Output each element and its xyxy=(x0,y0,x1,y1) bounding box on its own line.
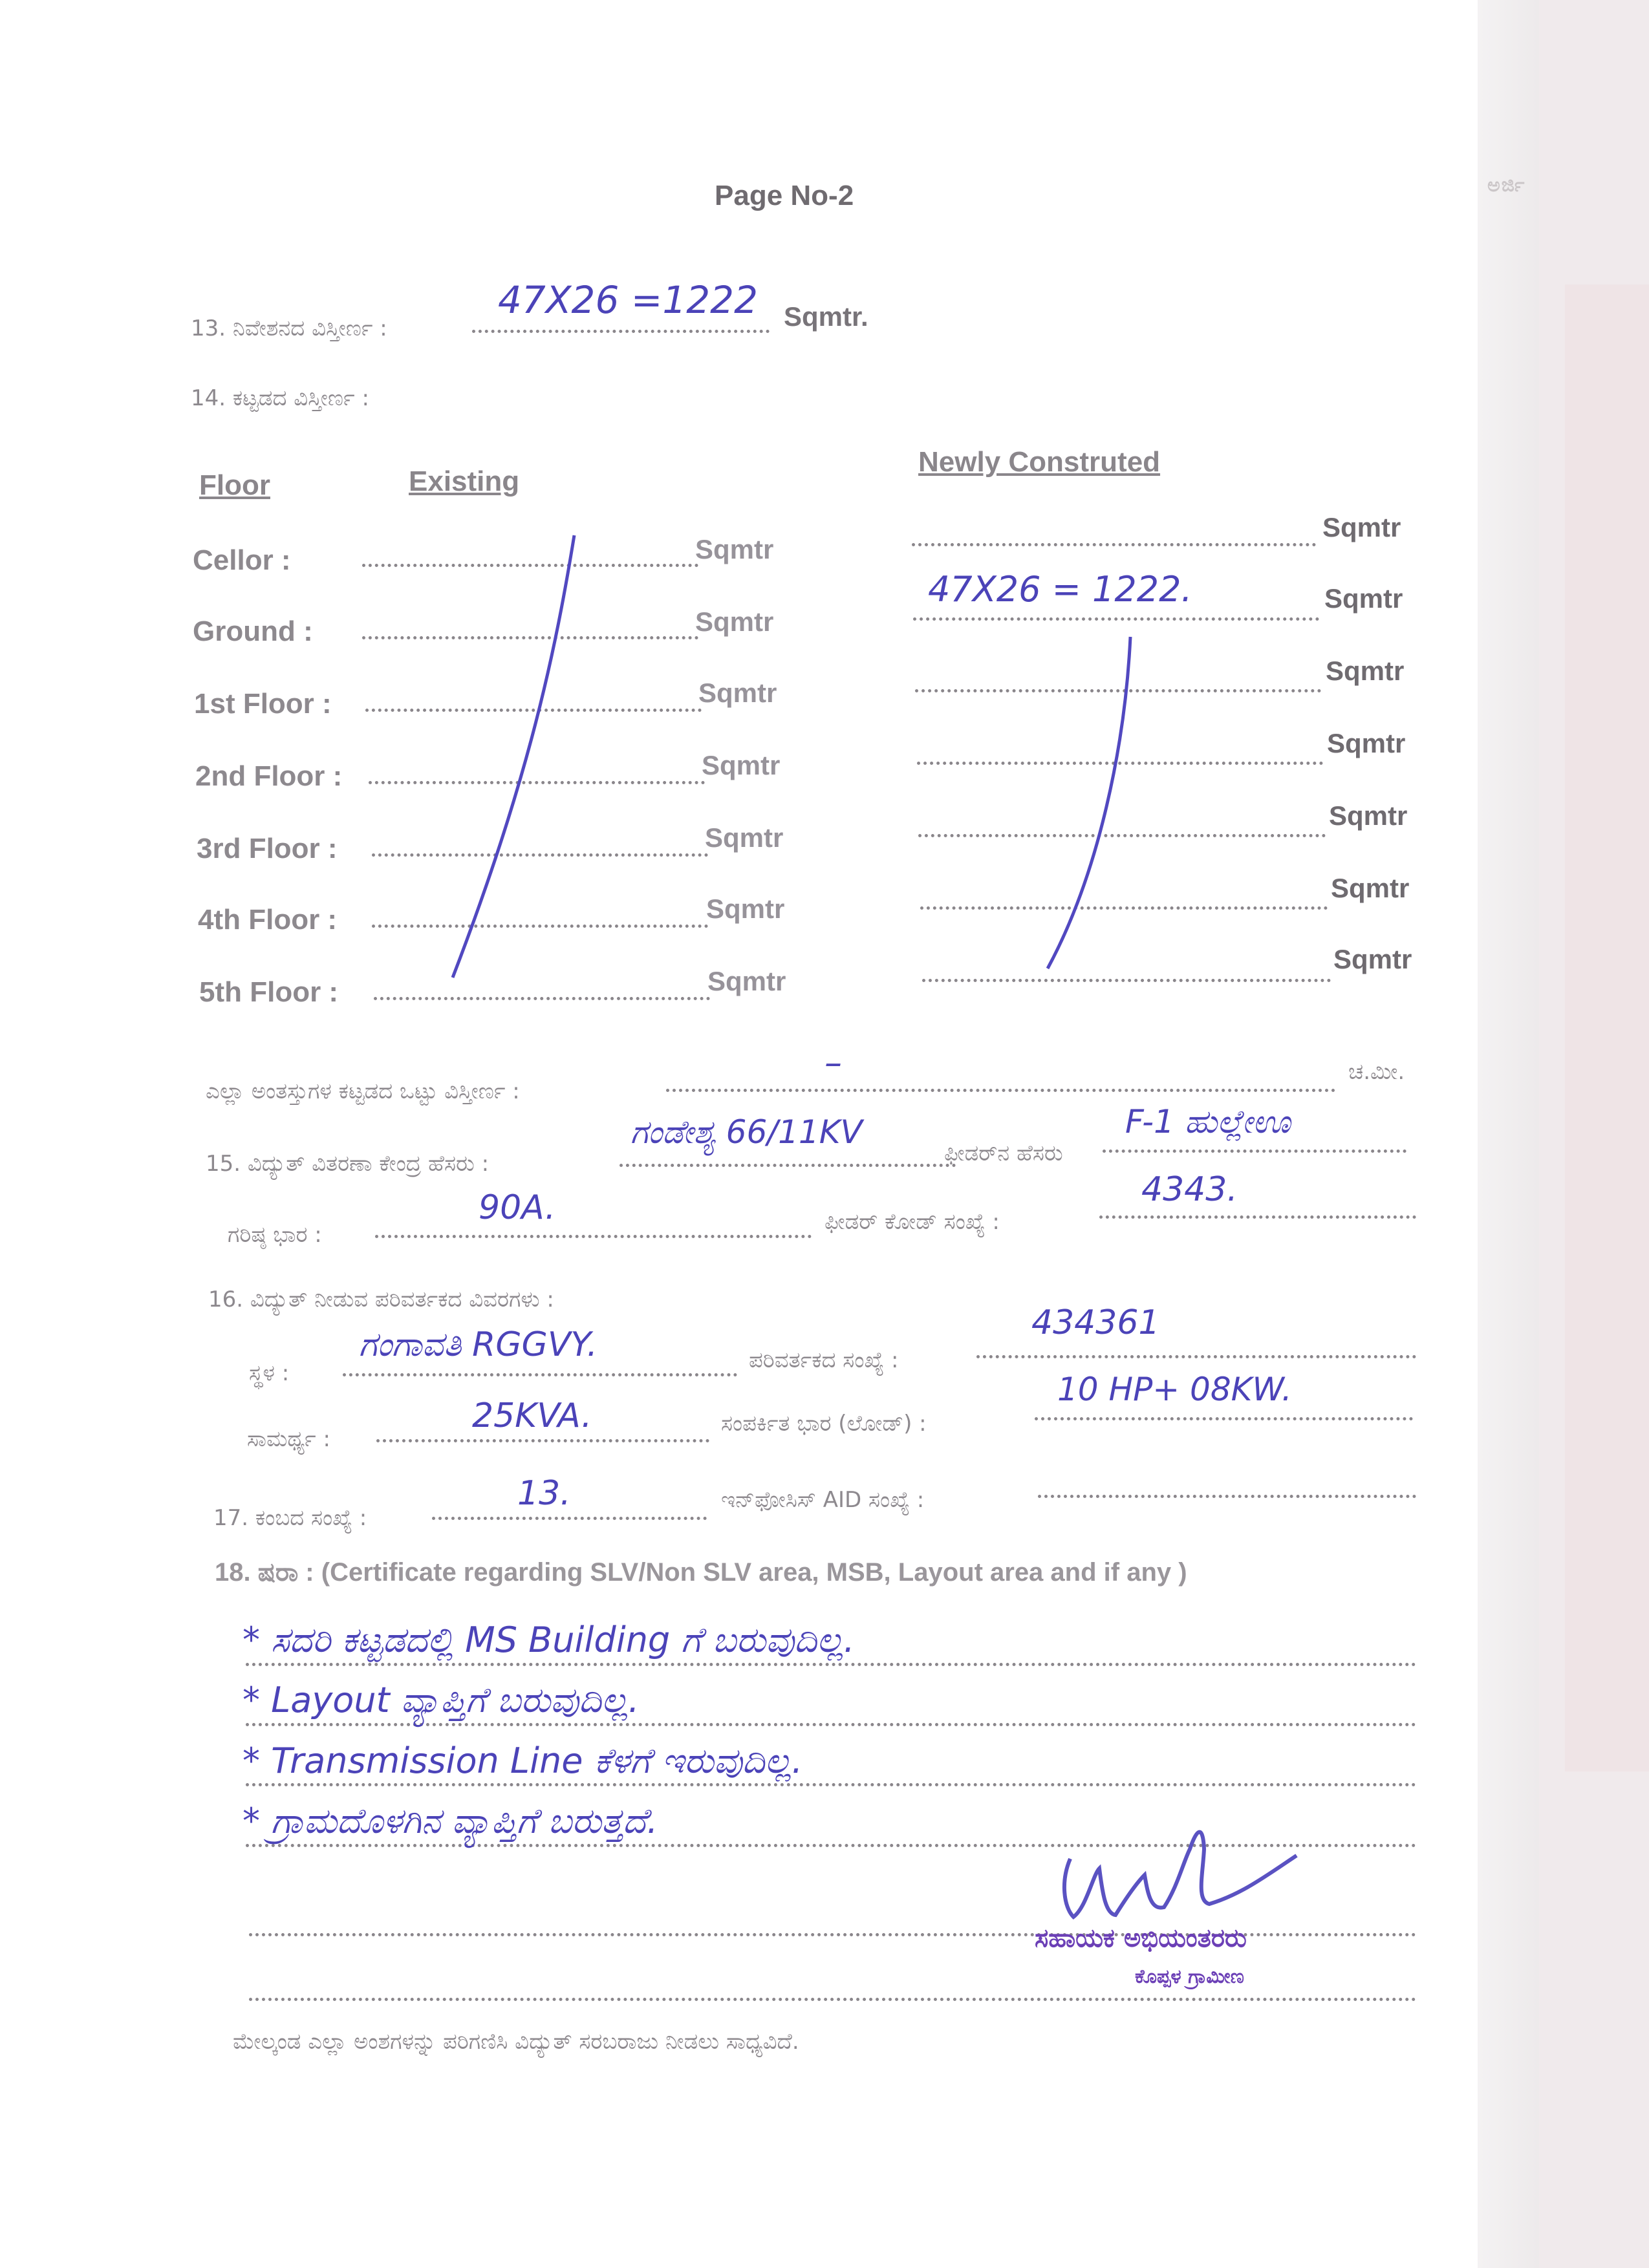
row-label-ground: Ground : xyxy=(193,615,313,647)
q15-label: 15. ವಿದ್ಯುತ್ ವಿತರಣಾ ಕೇಂದ್ರ ಹೆಸರು : xyxy=(206,1151,490,1177)
remark-item: * Layout ವ್ಯಾಪ್ತಿಗೆ ಬರುವುದಿಲ್ಲ. xyxy=(242,1680,640,1720)
row-new-unit: Sqmtr xyxy=(1326,656,1405,686)
connected-load-label: ಸಂಪರ್ಕಿತ ಭಾರ (ಲೋಡ್) : xyxy=(721,1411,927,1437)
background-page-tint xyxy=(1565,284,1649,1771)
ground-new-value: 47X26 = 1222. xyxy=(928,569,1192,610)
q13-unit: Sqmtr. xyxy=(784,301,868,332)
col-new-header: Newly Construted xyxy=(918,446,1161,478)
row-existing-unit: Sqmtr xyxy=(702,750,781,780)
row-new-unit: Sqmtr xyxy=(1327,728,1406,758)
row-label-5th-floor: 5th Floor : xyxy=(199,976,339,1008)
remark-item: * Transmission Line ಕೆಳಗೆ ಇರುವುದಿಲ್ಲ. xyxy=(242,1740,803,1781)
q15-value: ಗಂಡೇಶ್ಯ 66/11KV xyxy=(630,1113,863,1151)
row-new-unit: Sqmtr xyxy=(1333,944,1412,974)
stamp-line2: ಕೊಪ್ಪಳ ಗ್ರಾಮೀಣ xyxy=(1135,1965,1244,1988)
row-existing-unit: Sqmtr xyxy=(707,966,786,996)
q17-value: 13. xyxy=(517,1474,571,1513)
q17-label: 17. ಕಂಬದ ಸಂಖ್ಯೆ : xyxy=(213,1505,367,1531)
connected-load-value: 10 HP+ 08KW. xyxy=(1057,1371,1292,1408)
row-existing-unit: Sqmtr xyxy=(695,534,774,564)
place-value: ಗಂಗಾವತಿ RGGVY. xyxy=(359,1325,598,1364)
row-label-3rd-floor: 3rd Floor : xyxy=(197,833,338,864)
feeder-name-label: ಫೀಡರ್‌ನ ಹೆಸರು xyxy=(944,1140,1063,1166)
q13-value: 47X26 =1222 xyxy=(498,278,758,322)
max-load-value: 90A. xyxy=(479,1188,556,1227)
row-new-unit: Sqmtr xyxy=(1324,583,1403,614)
page-title: Page No-2 xyxy=(715,180,854,211)
total-label: ಎಲ್ಲಾ ಅಂತಸ್ತುಗಳ ಕಟ್ಟಡದ ಒಟ್ಟು ವಿಸ್ತೀರ್ಣ : xyxy=(206,1078,520,1104)
row-label-1st-floor: 1st Floor : xyxy=(194,688,332,720)
transformer-no-value: 434361 xyxy=(1031,1303,1160,1342)
max-load-label: ಗರಿಷ್ಠ ಭಾರ : xyxy=(228,1222,322,1248)
total-value: – xyxy=(824,1042,842,1083)
capacity-value: 25KVA. xyxy=(472,1396,592,1435)
row-label-4th-floor: 4th Floor : xyxy=(198,904,338,936)
q13-label: 13. ನಿವೇಶನದ ವಿಸ್ತೀರ್ಣ : xyxy=(191,316,387,341)
total-unit: ಚ.ಮೀ. xyxy=(1348,1059,1405,1085)
feeder-code-label: ಫೀಡರ್ ಕೋಡ್ ಸಂಖ್ಯೆ : xyxy=(824,1209,1000,1235)
col-floor-header: Floor xyxy=(199,469,270,501)
row-new-unit: Sqmtr xyxy=(1329,800,1408,831)
feeder-code-value: 4343. xyxy=(1141,1170,1238,1209)
remark-item: * ಸದರಿ ಕಟ್ಟಡದಲ್ಲಿ MS Building ಗೆ ಬರುವುದಿಲ್ಲ. xyxy=(242,1620,855,1660)
place-label: ಸ್ಥಳ : xyxy=(249,1360,290,1386)
q16-label: 16. ವಿದ್ಯುತ್ ನೀಡುವ ಪರಿವರ್ತಕದ ವಿವರಗಳು : xyxy=(208,1287,554,1312)
row-new-unit: Sqmtr xyxy=(1331,873,1410,903)
row-existing-unit: Sqmtr xyxy=(695,606,774,637)
remark-item: * ಗ್ರಾಮದೊಳಗಿನ ವ್ಯಾಪ್ತಿಗೆ ಬರುತ್ತದೆ. xyxy=(242,1801,658,1841)
col-existing-header: Existing xyxy=(409,465,520,497)
row-label-cellor: Cellor : xyxy=(193,544,291,576)
background-page-text: ಅರ್ಜಿ xyxy=(1487,175,1526,196)
footer-text: ಮೇಲ್ಕಂಡ ಎಲ್ಲಾ ಅಂಶಗಳನ್ನು ಪರಿಗಣಿಸಿ ವಿದ್ಯುತ್ ಸರಬರಾಜು ನೀಡಲು ಸಾಧ್ಯವಿದೆ. xyxy=(233,2029,799,2055)
feeder-name-value: F-1 ಹುಲ್ಲೇಊ xyxy=(1125,1103,1291,1140)
row-label-2nd-floor: 2nd Floor : xyxy=(195,760,343,792)
row-existing-unit: Sqmtr xyxy=(705,822,784,853)
row-existing-unit: Sqmtr xyxy=(698,678,777,708)
row-new-unit: Sqmtr xyxy=(1322,512,1401,542)
q14-label: 14. ಕಟ್ಟಡದ ವಿಸ್ತೀರ್ಣ : xyxy=(191,385,369,411)
stamp-line1: ಸಹಾಯಕ ಅಭಿಯಂತರರು xyxy=(1035,1923,1247,1953)
row-existing-unit: Sqmtr xyxy=(706,893,785,924)
transformer-no-label: ಪರಿವರ್ತಕದ ಸಂಖ್ಯೆ : xyxy=(749,1347,899,1373)
capacity-label: ಸಾಮರ್ಥ್ಯ : xyxy=(247,1426,330,1452)
infosys-aid-label: ಇನ್‌ಫೋಸಿಸ್ AID ಸಂಖ್ಯೆ : xyxy=(721,1487,925,1513)
q18-label: 18. ಷರಾ : (Certificate regarding SLV/Non SLV area, MSB, Layout area and if any ) xyxy=(215,1558,1187,1587)
